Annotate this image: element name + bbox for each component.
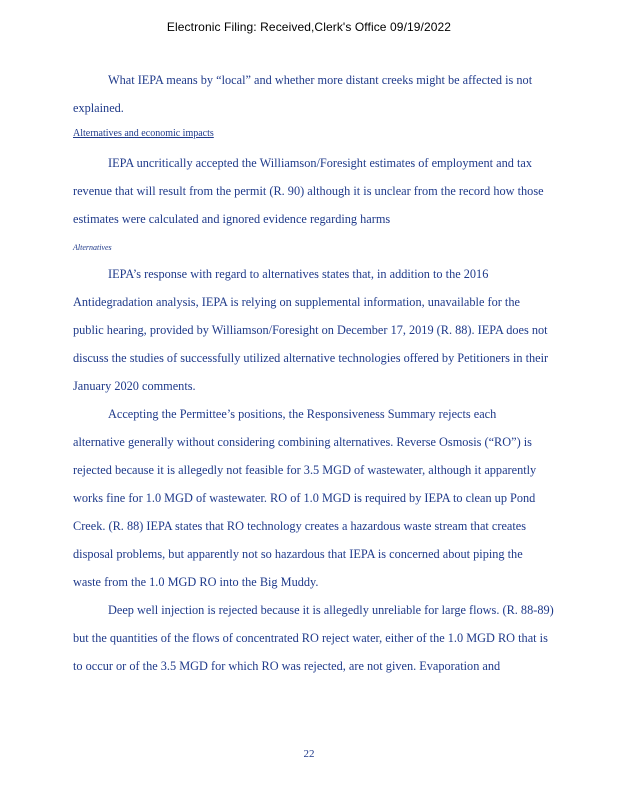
text-line: estimates were calculated and ignored evidence regarding harms xyxy=(73,212,391,226)
text-line: January 2020 comments. xyxy=(73,379,196,393)
text-line: disposal problems, but apparently not so hazardous that IEPA is concerned about piping the xyxy=(73,547,523,561)
text-line: Accepting the Permittee’s positions, the Responsiveness Summary rejects each xyxy=(108,407,497,421)
text-line: alternative generally without considering combining alternatives. Reverse Osmosis (“RO”) is xyxy=(73,435,532,449)
text-line: to occur or of the 3.5 MGD for which RO was rejected, are not given. Evaporation and xyxy=(73,659,501,673)
paragraph-economic-estimates xyxy=(73,149,576,233)
paragraph-local-creeks xyxy=(73,66,576,122)
paragraph-deep-well-injection xyxy=(73,596,576,680)
text-line: Creek. (R. 88) IEPA states that RO technology creates a hazardous waste stream that creates xyxy=(73,519,527,533)
page-number: 22 xyxy=(303,748,315,760)
text-line: but the quantities of the flows of concentrated RO reject water, either of the 1.0 MGD RO that is xyxy=(73,631,548,645)
text-line: waste from the 1.0 MGD RO into the Big Muddy. xyxy=(73,575,319,589)
section-heading-alternatives: Alternatives xyxy=(73,243,112,252)
electronic-filing-header: Electronic Filing: Received,Clerk's Office 09/19/2022 xyxy=(166,20,452,34)
text-line: IEPA’s response with regard to alternatives states that, in addition to the 2016 xyxy=(108,267,489,281)
section-heading-alternatives-economic: Alternatives and economic impacts xyxy=(73,128,214,139)
text-line: What IEPA means by “local” and whether more distant creeks might be affected is not xyxy=(108,73,533,87)
text-line: revenue that will result from the permit (R. 90) although it is unclear from the record how those xyxy=(73,184,544,198)
text-line: explained. xyxy=(73,101,124,115)
text-line: Deep well injection is rejected because it is allegedly unreliable for large flows. (R. 88-89) xyxy=(108,603,554,617)
paragraph-alternatives-response xyxy=(73,260,576,400)
text-line: IEPA uncritically accepted the Williamson/Foresight estimates of employment and tax xyxy=(108,156,532,170)
text-line: discuss the studies of successfully utilized alternative technologies offered by Petitioners in their xyxy=(73,351,549,365)
text-line: works fine for 1.0 MGD of wastewater. RO of 1.0 MGD is required by IEPA to clean up Pond xyxy=(73,491,536,505)
text-line: rejected because it is allegedly not feasible for 3.5 MGD of wastewater, although it apparently xyxy=(73,463,537,477)
text-line: Antidegradation analysis, IEPA is relying on supplemental information, unavailable for the xyxy=(73,295,520,309)
text-line: public hearing, provided by Williamson/Foresight on December 17, 2019 (R. 88). IEPA does not xyxy=(73,323,548,337)
paragraph-reverse-osmosis xyxy=(73,400,576,596)
